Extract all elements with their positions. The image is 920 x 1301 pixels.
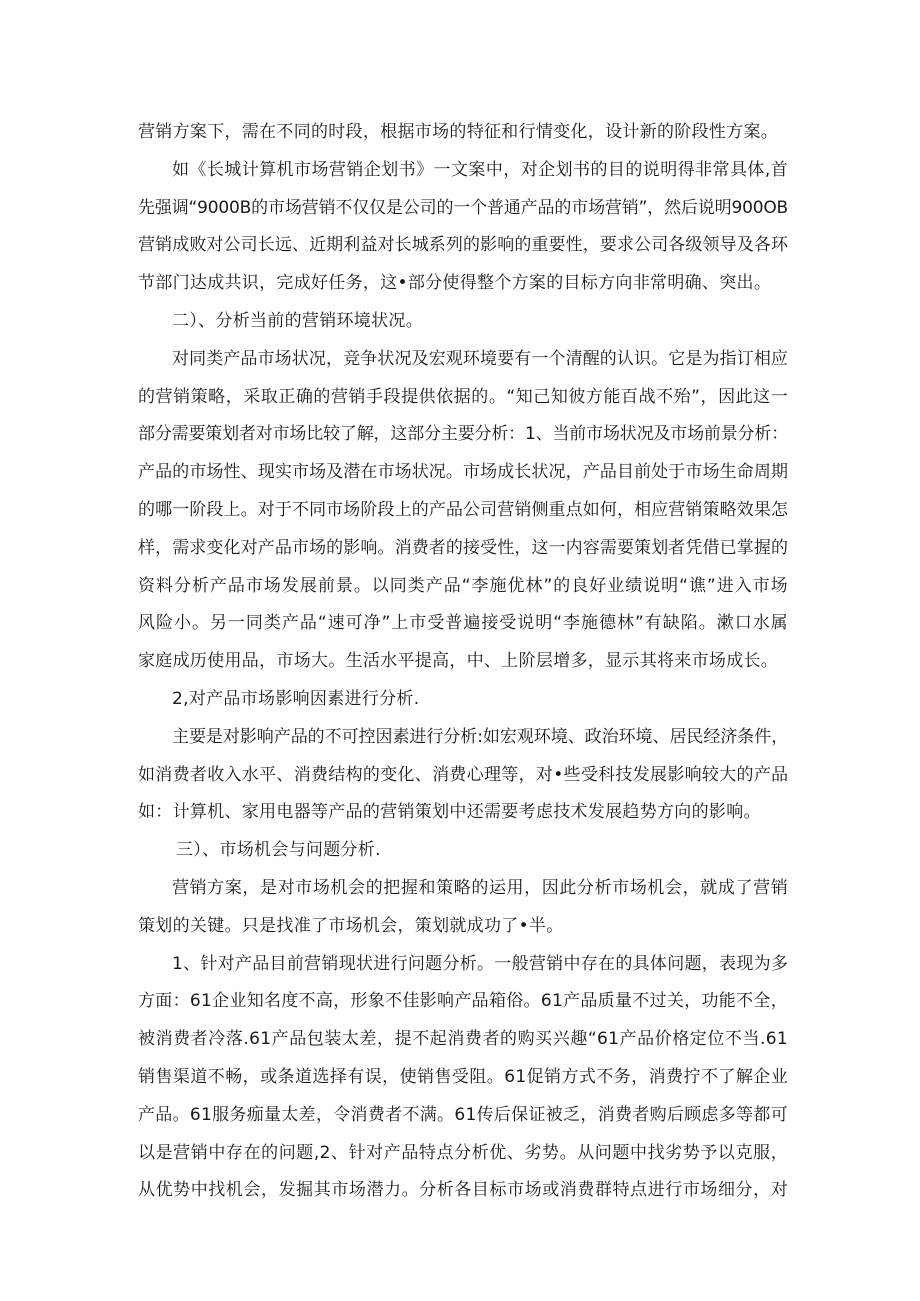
text-line: 方面：61企业知名度不高，形象不佳影响产品箱俗。61产品质量不过关，功能不全， xyxy=(138,991,788,1012)
section-heading: 三）、市场机会与问题分析. xyxy=(176,840,381,861)
text-line: 营销方案，是对市场机会的把握和策略的运用，因此分析市场机会，就成了营销 xyxy=(172,877,788,898)
text-line: 产品的市场性、现实市场及潜在市场状况。市场成长状况，产品目前处于市场生命周期 xyxy=(138,462,788,483)
text-line: 样，需求变化对产品市场的影响。消费者的接受性，这一内容需要策划者凭借已掌握的 xyxy=(138,537,788,558)
text-line: 的营销策略，采取正确的营销手段提供依据的。“知己知彼方能百战不殆”，因此这一 xyxy=(138,386,788,407)
text-line: 销售渠道不畅，或条道选择有误，使销售受阻。61促销方式不务，消费拧不了解企业 xyxy=(138,1066,788,1087)
text-line: 从优势中找机会，发掘其市场潜力。分析各目标市场或消费群特点进行市场细分，对 xyxy=(138,1180,788,1201)
text-line: 如《长城计算机市场营销企划书》一文案中，对企划书的目的说明得非常具体,首 xyxy=(172,159,788,180)
text-line: 部分需要策划者对市场比较了解，这部分主要分析：1、当前市场状况及市场前景分析： xyxy=(138,424,788,445)
text-line: 营销方案下，需在不同的时段，根据市场的特征和行情变化，设计新的阶段性方案。 xyxy=(138,122,779,142)
text-line: 产品。61服务痂量太差，令消费者不满。61传后保证被乏，消费者购后顾虑多等都可 xyxy=(138,1104,788,1125)
text-line: 营销成败对公司长远、近期利益对长城系列的影响的重要性，要求公司各级领导及各环 xyxy=(138,235,788,256)
text-line: 被消费者冷落.61产品包装太差，提不起消费者的购买兴趣“61产品价格定位不当.61 xyxy=(138,1029,788,1050)
text-line: 先强调“9000B的市场营销不仅仅是公司的一个普通产品的市场营销”，然后说明900OB xyxy=(138,197,788,218)
text-line: 1、针对产品目前营销现状进行问题分析。一般营销中存在的具体问题，表现为多 xyxy=(172,953,788,974)
section-heading: 2,对产品市场影响因素进行分析. xyxy=(172,688,420,709)
text-line: 策划的关键。只是找准了市场机会，策划就成功了•半。 xyxy=(138,915,564,936)
text-line: 如消费者收入水平、消费结构的变化、消费心理等，对•些受科技发展影响较大的产品 xyxy=(138,764,789,785)
text-line: 的哪一阶段上。对于不同市场阶段上的产品公司营销侧重点如何，相应营销策略效果怎 xyxy=(138,499,788,520)
text-line: 主要是对影响产品的不可控因素进行分析:如宏观环境、政治环境、居民经济条件， xyxy=(172,726,788,747)
text-line: 如：计算机、家用电器等产品的营销策划中还需要考虑技术发展趋势方向的影响。 xyxy=(138,802,761,823)
text-line: 风险小。另一同类产品“速可净”上市受普遍接受说明“李施德林”有缺陷。漱口水属 xyxy=(138,613,788,634)
text-line: 对同类产品市场状况，竞争状况及宏观环境要有一个清醒的认识。它是为指订相应 xyxy=(172,348,788,369)
text-line: 资料分析产品市场发展前景。以同类产品“李施优林”的良好业绩说明“谯”进入市场 xyxy=(138,575,788,596)
document-body xyxy=(138,114,788,1210)
text-line: 以是营销中存在的问题,2、针对产品特点分析优、劣势。从问题中找劣势予以克服， xyxy=(138,1142,788,1163)
section-heading: 二）、分析当前的营销环境状况。 xyxy=(172,310,423,331)
text-line: 家庭成历使用品，市场大。生活水平提高，中、上阶层增多，显示其将来市场成长。 xyxy=(138,651,779,672)
text-line: 节部门达成共识，完成好任务，这•部分使得整个方案的目标方向非常明确、突出。 xyxy=(138,273,772,294)
